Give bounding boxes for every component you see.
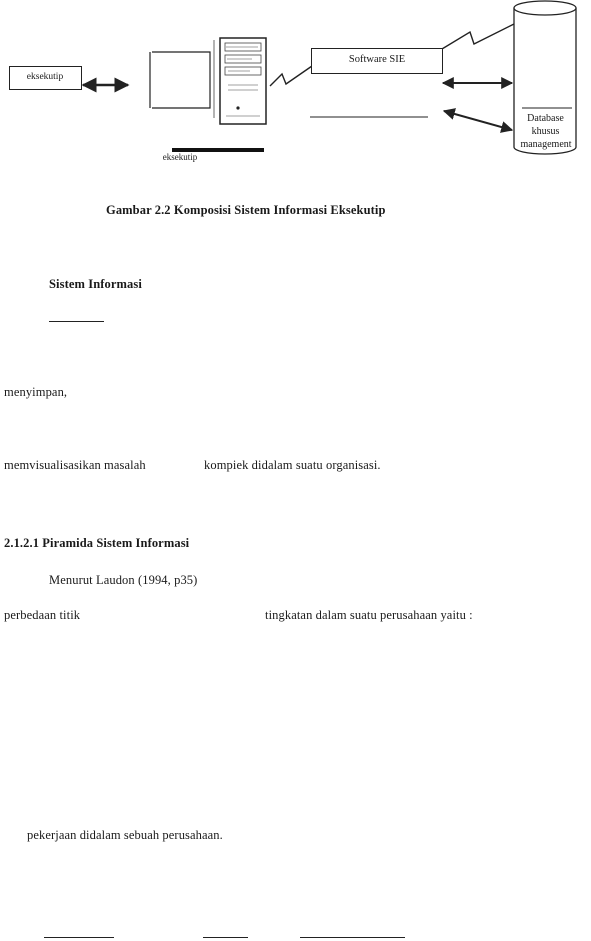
underline-rule-4 <box>300 937 405 938</box>
computer-tower-icon <box>214 38 266 124</box>
underline-rule-2 <box>44 937 114 938</box>
line-perbedaan-b: tingkatan dalam suatu perusahaan yaitu : <box>265 608 473 622</box>
computer-caption: eksekutip <box>162 152 198 162</box>
software-sie-label: Software SIE <box>348 54 406 65</box>
diagram-connectors <box>0 0 591 200</box>
database-label-line3: management <box>520 139 572 150</box>
database-label-line1: Database <box>527 113 564 124</box>
heading-sistem-informasi: Sistem Informasi <box>49 277 142 291</box>
section-heading-piramida: 2.1.2.1 Piramida Sistem Informasi <box>4 536 190 550</box>
network-link-icon <box>270 66 312 86</box>
line-visual-b: kompiek didalam suatu organisasi. <box>204 458 381 472</box>
line-laudon: Menurut Laudon (1994, p35) <box>49 573 198 587</box>
underline-rule-1 <box>49 321 104 322</box>
line-perbedaan-a: perbedaan titik <box>4 608 81 622</box>
line-visual-a: memvisualisasikan masalah <box>4 458 146 472</box>
line-menyimpan: menyimpan, <box>4 385 68 399</box>
underline-rule-3 <box>203 937 248 938</box>
executive-box-label: eksekutip <box>26 72 64 82</box>
line-pekerjaan: pekerjaan didalam sebuah perusahaan. <box>27 828 223 842</box>
database-label-line2: khusus <box>531 126 560 137</box>
monitor-icon <box>150 52 210 108</box>
double-arrow-icon-3 <box>444 111 512 130</box>
figure-caption: Gambar 2.2 Komposisi Sistem Informasi Eksekutip <box>106 203 386 217</box>
network-link-icon-2 <box>437 24 514 52</box>
